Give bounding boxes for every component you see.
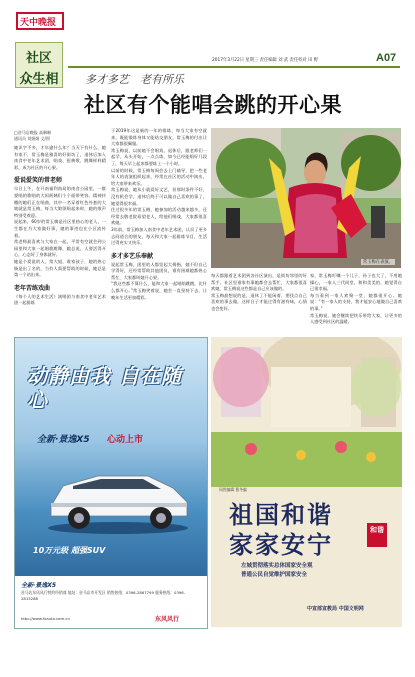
- psa-subtitle-left: 左城贯彻落实总体国家安全观: [241, 563, 313, 569]
- subheading-1: 爱说爱笑的常老师: [14, 177, 63, 185]
- article-photo: [211, 128, 401, 268]
- col2-paragraph: 于2019年这是新的一年的排练，每当大家有空就来，既能锻炼身体又能结交朋友，常玉梅的付出让大家都很佩服。: [111, 128, 207, 147]
- psa-subtitle-right: 普通公民自觉维护国家安全: [241, 572, 308, 578]
- psa-stamp-text: 和谐: [370, 526, 384, 534]
- article-column-1: [14, 130, 106, 307]
- section-bottom-label: 众生相: [19, 72, 59, 87]
- byline-2: 通讯员 刘娟娟 文/图: [14, 136, 50, 141]
- header-rule: [68, 66, 400, 68]
- col2-paragraph: 说起常玉梅，团里的人都竖起大拇指，她不但自己学得好，还经常帮助其他团员，谁有困难她都热心帮忙，大家都叫她开心果。: [111, 261, 207, 280]
- article-column-3: [211, 273, 307, 313]
- car-advertisement: [14, 337, 208, 629]
- col4-paragraph: 常玉梅说，她会继续把快乐带给大家，让更多的人感受到社区的温暖。: [310, 312, 402, 325]
- col1-paragraph: 她识字不多，才年逾什么年？当天下有什么，她有家不，常玉梅是雅喜的好街坊了，退休后加入南食中老年艺术团，唱戏、扭秧歌、跳舞样样精彩，成为社区的开心果。: [14, 145, 106, 170]
- car-ad-model-small: 全新·景逸X5: [21, 582, 57, 589]
- subheading-2: 老年苦练戏曲: [14, 284, 51, 292]
- car-ad-slogan: 动静由我 自在随心: [27, 364, 182, 412]
- article-kicker: 多才多艺 老有所乐: [85, 73, 184, 86]
- car-dealer-info: 驻马店东风风行特约经销商 地址：驻马店市开发区 销售热线：0396-2867799 服务热线：0396-2815288: [21, 590, 186, 601]
- article-column-4: [310, 273, 402, 326]
- section-top-label: 社区: [25, 51, 52, 66]
- col3-paragraph: 常玉梅最想说的是，退休了不能闲着，要找点自己喜欢的事去做，这样日子才能过得有滋有味，心情也会变好。: [211, 292, 307, 311]
- car-model-name: 全新·景逸X5: [37, 435, 90, 445]
- byline-1: □驻马店晚报 高琳琳: [14, 130, 52, 135]
- section-badge: [15, 42, 63, 88]
- article-headline: 社区有个能唱会跳的开心果: [84, 93, 342, 117]
- col2-paragraph: “我这些都不算什么，能和大家一起唱唱跳跳，比什么都开心。”常玉梅笑着说，她会一直坚持下去，让晚年生活更加精彩。: [111, 281, 207, 300]
- car-price-tag: 10万元级 超强SUV: [33, 546, 106, 555]
- psa-title-line-1: 祖国和谐: [229, 501, 333, 529]
- col1-paragraph: 《每个人的艺术生活》演唱团与南食中老年艺术团一起排练: [14, 293, 106, 306]
- masthead: [0, 0, 415, 90]
- article-column-2: [111, 128, 207, 301]
- car-launch-label: 心动上市: [107, 435, 144, 445]
- paper-name: 天中晚报: [20, 18, 57, 28]
- col2-paragraph: 常玉梅说，她从小就爱好文艺，但那时条件不好，没有机会学，退休后终于可以做自己喜欢的事了，她觉得很幸福。: [111, 187, 207, 206]
- psa-title-line-2: 家家安宁: [229, 531, 333, 559]
- page-number: A07: [376, 52, 397, 64]
- car-ad-footer: [15, 576, 207, 628]
- col4-paragraph: 每当看到一家人欢聚一堂，她都很开心。她说：“有一家人的支持，我才能安心地做自己喜欢的事。”: [310, 292, 402, 311]
- col2-paragraph: 以前的时候，常玉梅每周会去上门辅导，把一些老年人的表演组织起来，经常在社区的活动中演出，给大家带来欢乐。: [111, 167, 207, 186]
- photo-illustration: [211, 128, 401, 268]
- subheading-3: 多才多艺乐奉献: [111, 252, 154, 260]
- car-brand-logo: 东风风行: [155, 616, 180, 623]
- photo-caption: 常玉梅在表演。: [362, 260, 393, 265]
- car-website[interactable]: http://www.fxauto.com.cn: [21, 616, 70, 621]
- col1-paragraph: 她是个爱说的人，常大姐，谁家孩子，她的热心肠是出了名的，当有人需要帮助的时候，她总是第一个站出来。: [14, 258, 106, 278]
- col1-paragraph: 说起来，60岁的常玉梅是社区里热心的老人，一生都在为大家做好事，她的事迹也在小区流传着。: [14, 219, 106, 238]
- col4-paragraph: 家，常玉梅叮嘱一个儿子、孙子也大了，不用她操心，一家人三代同堂，和和美美的，她觉得自己很幸福。: [310, 273, 402, 292]
- date-line: 2017年3月22日 星期三 责任编辑 刘 武 责任校对 田 野: [212, 58, 319, 63]
- psa-footer: 中宣部宣教局 中国文明网: [307, 606, 364, 612]
- col2-paragraph: 常玉梅说，以前她不会唱戏，退休后，跟老师们一起学，从头开始，一点点练，如今已经能唱好几段了，每天早上起来都要练上一个小时。: [111, 147, 207, 166]
- col2-paragraph: 3年前，常玉梅加入南食中老年艺术团，认识了更多志同道合的朋友，每天和大家一起排练节目，生活过得充实又快乐。: [111, 226, 207, 246]
- psa-poster: [211, 337, 402, 627]
- psa-credit: 同图编辑 曹冬编: [219, 487, 247, 492]
- paper-logo: [16, 12, 64, 30]
- psa-illustration: [211, 337, 402, 487]
- psa-stamp: [367, 523, 387, 547]
- col1-paragraph: 常老师最喜欢与大家在一起，平常有空就会到公园里和大家一起唱歌跳舞，她总说，人要活得开心，心态好了身体就好。: [14, 239, 106, 258]
- car-illustration: [43, 456, 193, 536]
- col2-paragraph: 住过很多年的常玉梅，她参加的活动越来越多，还经常去敬老院看望老人，给他们唱戏，大家都很喜欢她。: [111, 207, 207, 226]
- col1-paragraph: 早日上午，在开南福利南局的南食公园里，一群要唱的歌唱的大妈阿姨们个个面带笑容。精神抖擞的她们正在唱曲，其中一名穿着红色外套的大娘就是常玉梅，每当大娘领唱起来时，她的歌声特别受欢迎。: [14, 186, 106, 218]
- col3-paragraph: 每天都跟着艺术团到各社区演出，是街坊邻里的好帮手，社区里谁家有事她都会去帮忙，大家都很喜欢她，常玉梅说这些都是自己应该做的。: [211, 273, 307, 292]
